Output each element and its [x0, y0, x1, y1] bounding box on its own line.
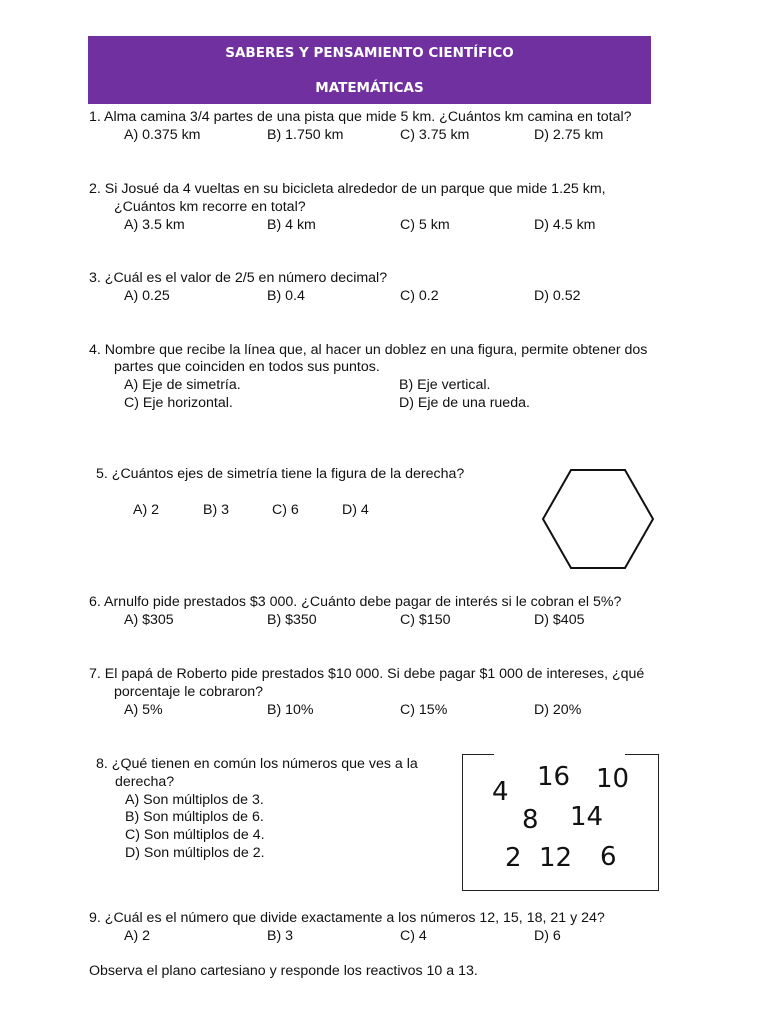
- box-number: 16: [537, 762, 571, 792]
- q5-option-b: B) 3: [203, 502, 230, 518]
- q7-option-b: B) 10%: [267, 702, 314, 718]
- header-banner: [88, 36, 651, 104]
- q4-option-a: A) Eje de simetría.: [124, 377, 241, 393]
- question-8-text: 8. ¿Qué tienen en común los números que ves a la: [96, 756, 418, 772]
- box-number: 10: [596, 764, 630, 794]
- box-number: 14: [570, 802, 604, 832]
- q1-option-c: C) 3.75 km: [400, 127, 470, 143]
- q6-option-a: A) $305: [124, 612, 174, 628]
- question-8-text-cont: derecha?: [115, 774, 175, 790]
- q1-option-b: B) 1.750 km: [267, 127, 344, 143]
- q8-option-c: C) Son múltiplos de 4.: [125, 827, 265, 843]
- q4-option-c: C) Eje horizontal.: [124, 395, 233, 411]
- q9-option-d: D) 6: [534, 928, 561, 944]
- q9-option-b: B) 3: [267, 928, 294, 944]
- box-number: 12: [539, 843, 573, 873]
- numbers-box-top-left: [462, 754, 494, 755]
- q3-option-c: C) 0.2: [400, 288, 439, 304]
- box-number: 8: [522, 805, 539, 835]
- footer-instruction: Observa el plano cartesiano y responde los reactivos 10 a 13.: [89, 963, 478, 979]
- box-number: 4: [492, 777, 509, 807]
- question-1-text: 1. Alma camina 3/4 partes de una pista que mide 5 km. ¿Cuántos km camina en total?: [89, 109, 632, 125]
- q5-option-c: C) 6: [272, 502, 299, 518]
- numbers-box-top-right: [625, 754, 658, 755]
- q2-option-b: B) 4 km: [267, 217, 316, 233]
- question-7-text: 7. El papá de Roberto pide prestados $10 000. Si debe pagar $1 000 de intereses, ¿qué: [89, 666, 645, 682]
- q5-option-d: D) 4: [342, 502, 369, 518]
- q1-option-d: D) 2.75 km: [534, 127, 604, 143]
- question-2-text-cont: ¿Cuántos km recorre en total?: [114, 199, 306, 215]
- question-4-text: 4. Nombre que recibe la línea que, al hacer un doblez en una figura, permite obtener dos: [89, 342, 648, 358]
- q8-option-d: D) Son múltiplos de 2.: [125, 845, 265, 861]
- question-4-text-cont: partes que coinciden en todos sus puntos.: [114, 359, 380, 375]
- q2-option-d: D) 4.5 km: [534, 217, 596, 233]
- question-7-text-cont: porcentaje le cobraron?: [114, 684, 264, 700]
- header-subject: MATEMÁTICAS: [315, 80, 424, 96]
- q5-option-a: A) 2: [133, 502, 160, 518]
- q7-option-d: D) 20%: [534, 702, 582, 718]
- question-9-text: 9. ¿Cuál es el número que divide exactamente a los números 12, 15, 18, 21 y 24?: [89, 910, 605, 926]
- q3-option-d: D) 0.52: [534, 288, 581, 304]
- q4-option-d: D) Eje de una rueda.: [399, 395, 530, 411]
- q9-option-c: C) 4: [400, 928, 427, 944]
- q6-option-c: C) $150: [400, 612, 451, 628]
- q7-option-a: A) 5%: [124, 702, 163, 718]
- q2-option-c: C) 5 km: [400, 217, 450, 233]
- box-number: 6: [600, 842, 617, 872]
- q6-option-d: D) $405: [534, 612, 585, 628]
- q2-option-a: A) 3.5 km: [124, 217, 185, 233]
- question-6-text: 6. Arnulfo pide prestados $3 000. ¿Cuánto debe pagar de interés si le cobran el 5%?: [89, 594, 622, 610]
- q8-option-b: B) Son múltiplos de 6.: [125, 809, 264, 825]
- q4-option-b: B) Eje vertical.: [399, 377, 491, 393]
- q3-option-b: B) 0.4: [267, 288, 305, 304]
- q3-option-a: A) 0.25: [124, 288, 170, 304]
- hexagon-figure: [540, 467, 656, 571]
- q9-option-a: A) 2: [124, 928, 151, 944]
- question-5-text: 5. ¿Cuántos ejes de simetría tiene la figura de la derecha?: [96, 466, 465, 482]
- box-number: 2: [505, 843, 522, 873]
- q1-option-a: A) 0.375 km: [124, 127, 201, 143]
- question-3-text: 3. ¿Cuál es el valor de 2/5 en número decimal?: [89, 270, 388, 286]
- q7-option-c: C) 15%: [400, 702, 448, 718]
- q6-option-b: B) $350: [267, 612, 317, 628]
- header-title: SABERES Y PENSAMIENTO CIENTÍFICO: [225, 45, 514, 61]
- q8-option-a: A) Son múltiplos de 3.: [125, 792, 264, 808]
- question-2-text: 2. Si Josué da 4 vueltas en su bicicleta alrededor de un parque que mide 1.25 km,: [89, 181, 606, 197]
